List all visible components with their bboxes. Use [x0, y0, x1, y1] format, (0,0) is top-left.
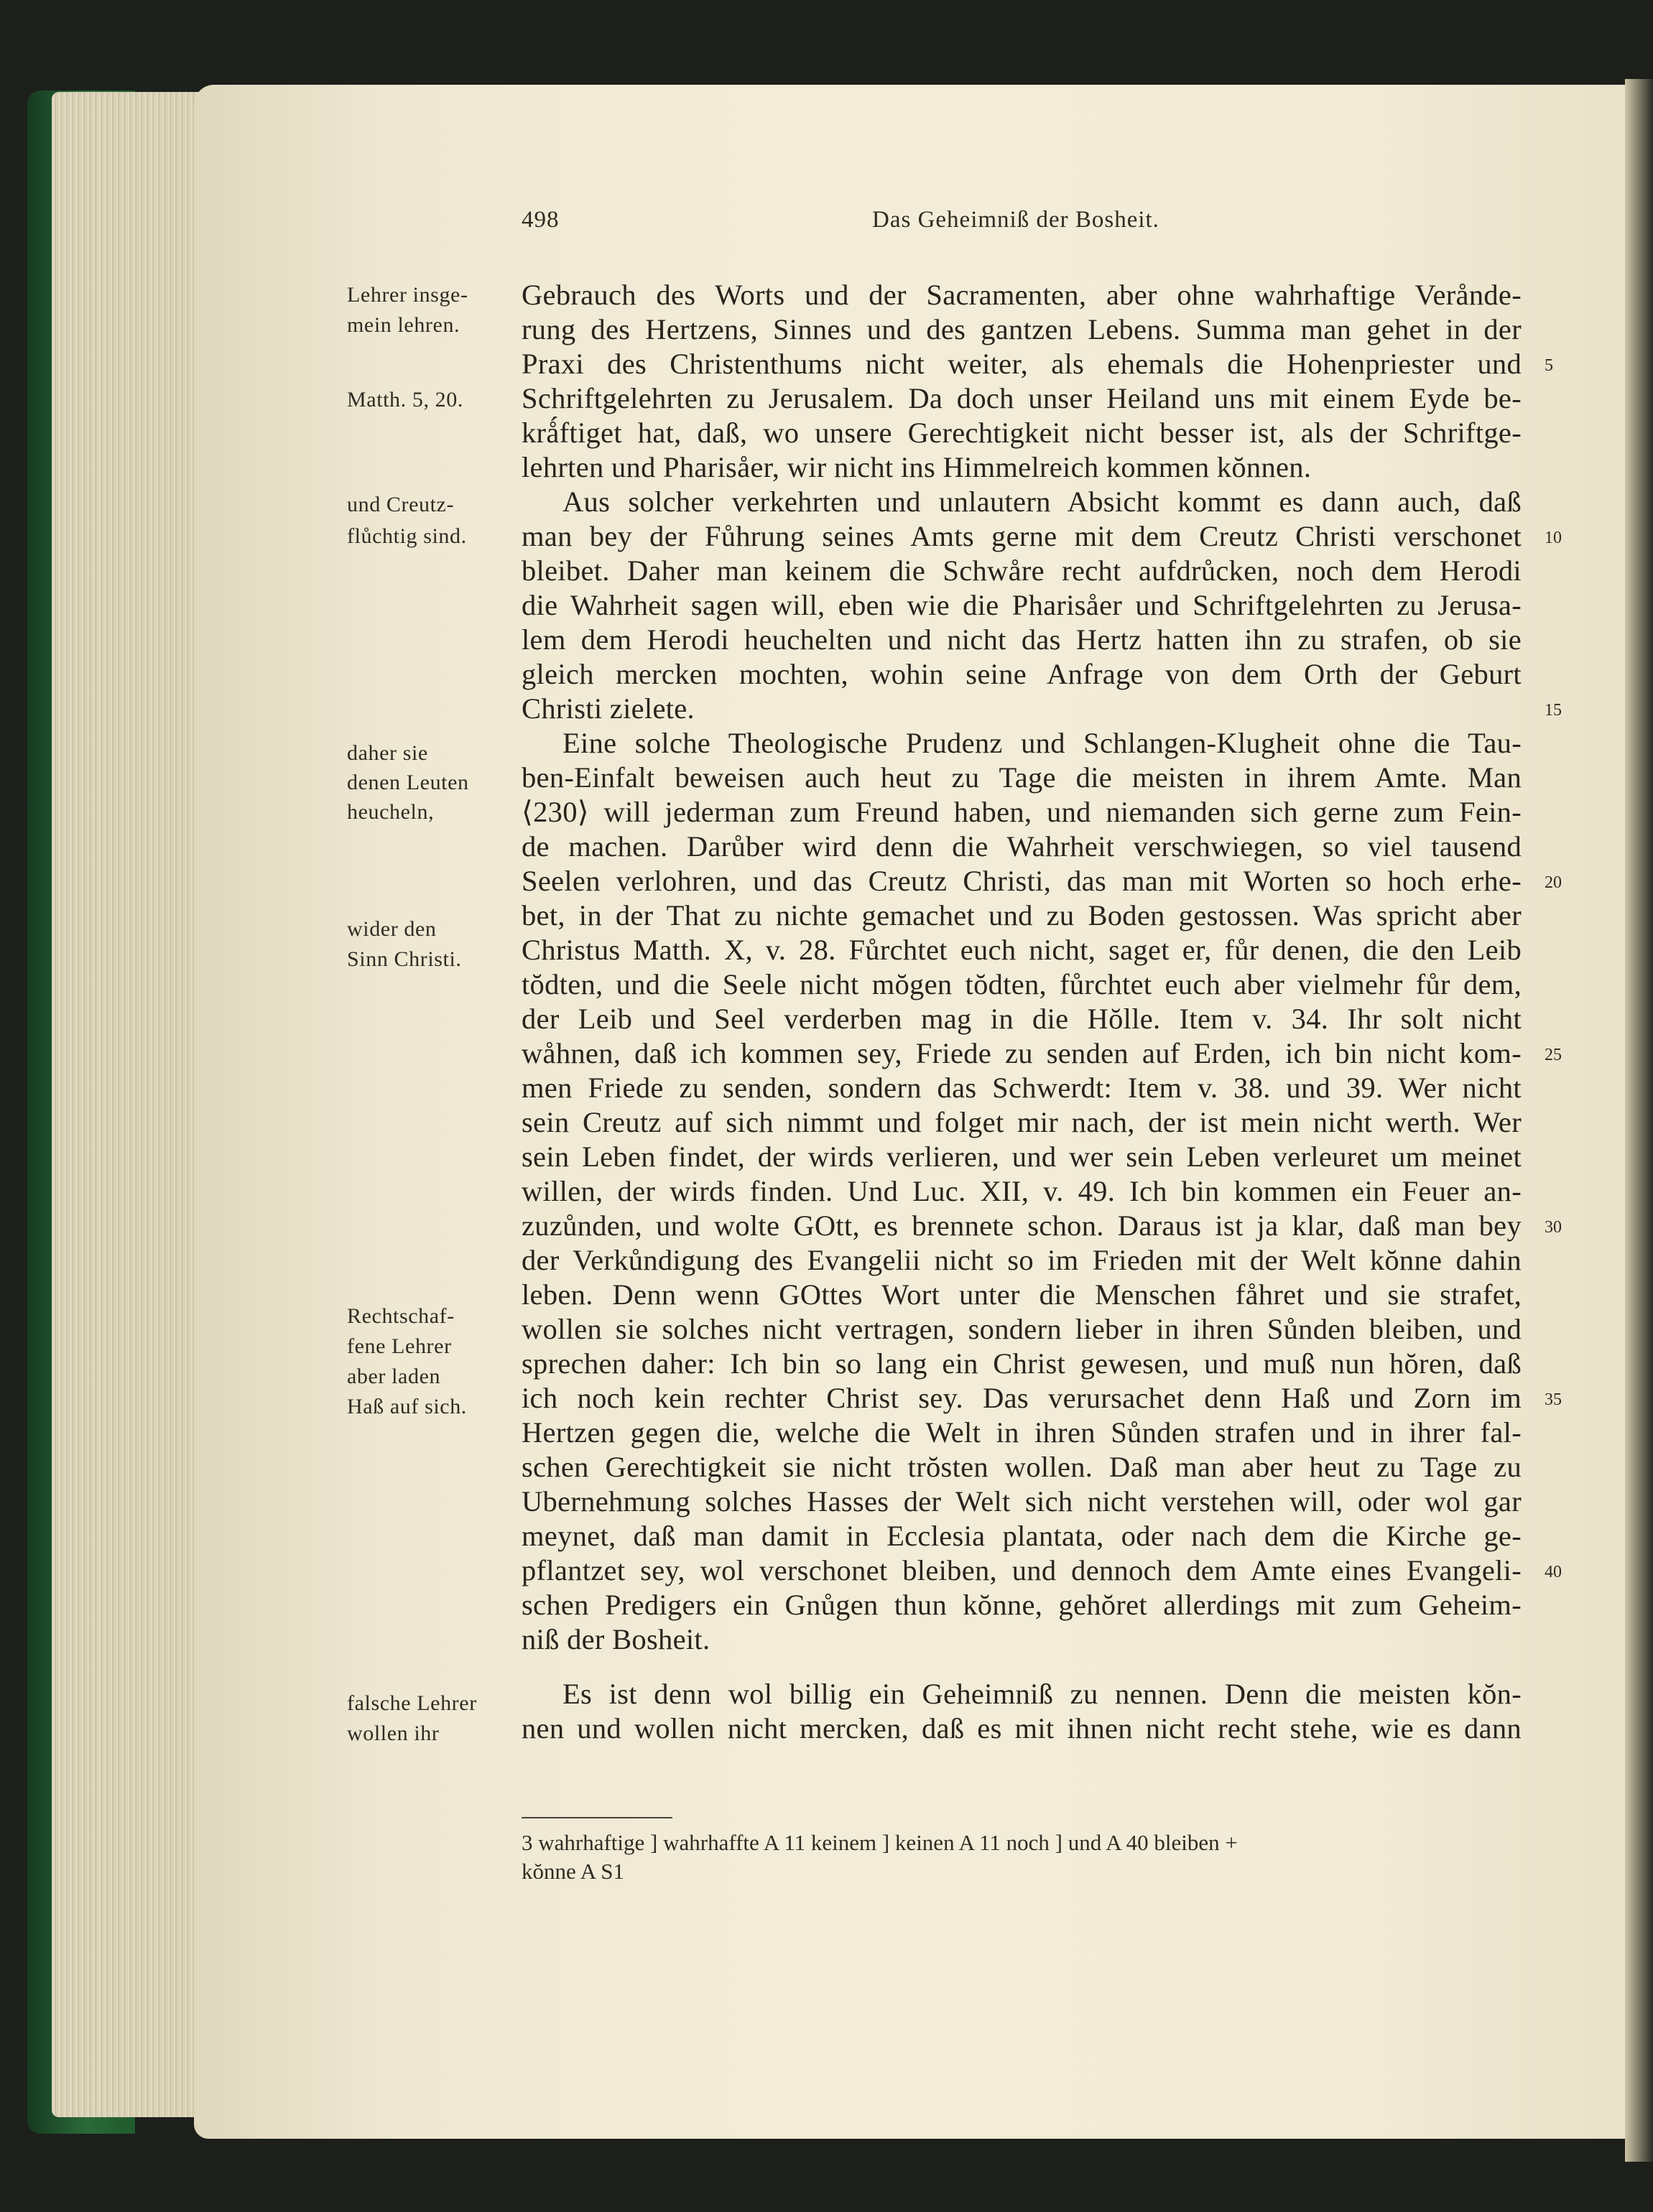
text-line: wåhnen, daß ich kommen sey, Friede zu senden auf Erden, ich bin nicht kom-: [522, 1037, 1522, 1069]
text-line: Ubernehmung solches Hasses der Welt sich nicht verstehen will, oder wol gar: [522, 1485, 1522, 1518]
line-number: 10: [1545, 529, 1562, 547]
binding-shadow: [1625, 79, 1653, 2162]
text-line: man bey der Fůhrung seines Amts gerne mit dem Creutz Christi verschonet: [522, 520, 1522, 552]
margin-note-line: aber laden: [347, 1365, 441, 1388]
text-line: leben. Denn wenn GOttes Wort unter die Menschen fåhret und sie strafet,: [522, 1278, 1522, 1311]
text-line: niß der Bosheit.: [522, 1623, 710, 1655]
text-line: de machen. Darůber wird denn die Wahrheit verschwiegen, so viel tausend: [522, 830, 1522, 863]
text-line: gleich mercken mochten, wohin seine Anfrage von dem Orth der Geburt: [522, 658, 1522, 690]
text-line: Es ist denn wol billig ein Geheimniß zu nennen. Denn die meisten kŏn-: [562, 1678, 1522, 1710]
line-number: 35: [1545, 1390, 1562, 1409]
margin-note-line: und Creutz-: [347, 493, 455, 516]
text-line: Schriftgelehrten zu Jerusalem. Da doch unser Heiland uns mit einem Eyde be-: [522, 382, 1522, 414]
margin-note-line: heucheln,: [347, 800, 435, 824]
text-line: Praxi des Christenthums nicht weiter, als ehemals die Hohenpriester und: [522, 348, 1522, 380]
line-number: 15: [1545, 701, 1562, 720]
text-line: tŏdten, und die Seele nicht mŏgen tŏdten, fůrchtet euch aber vielmehr fůr dem,: [522, 968, 1522, 1000]
text-line: der Verkůndigung des Evangelii nicht so im Frieden mit der Welt kŏnne dahin: [522, 1244, 1522, 1276]
text-line: ⟨230⟩ will jederman zum Freund haben, und niemanden sich gerne zum Fein-: [522, 796, 1522, 828]
text-line: Hertzen gegen die, welche die Welt in ihren Sůnden strafen und in ihrer fal-: [522, 1416, 1522, 1449]
text-line: Seelen verlohren, und das Creutz Christi, das man mit Worten so hoch erhe-: [522, 865, 1522, 897]
text-line: ich noch kein rechter Christ sey. Das verursachet denn Haß und Zorn im: [522, 1382, 1522, 1414]
text-line: men Friede zu senden, sondern das Schwerdt: Item v. 38. und 39. Wer nicht: [522, 1072, 1522, 1104]
text-line: schen Predigers ein Gnůgen thun kŏnne, gehŏret allerdings mit zum Geheim-: [522, 1589, 1522, 1621]
margin-note-line: wollen ihr: [347, 1721, 440, 1745]
text-line: Christi zielete.: [522, 692, 695, 725]
text-line: wollen sie solches nicht vertragen, sondern lieber in ihren Sůnden bleiben, und: [522, 1313, 1522, 1345]
line-number: 20: [1545, 873, 1562, 892]
footnote-line: 3 wahrhaftige ] wahrhaffte A 11 keinem ] keinen A 11 noch ] und A 40 bleiben +: [522, 1830, 1238, 1855]
margin-note-line: mein lehren.: [347, 313, 460, 337]
margin-note-line: falsche Lehrer: [347, 1691, 477, 1715]
line-number: 25: [1545, 1046, 1562, 1064]
text-line: willen, der wirds finden. Und Luc. XII, v. 49. Ich bin kommen ein Feuer an-: [522, 1175, 1522, 1207]
text-line: lehrten und Pharisåer, wir nicht ins Himmelreich kommen kŏnnen.: [522, 451, 1312, 483]
line-number: 30: [1545, 1218, 1562, 1237]
text-line: zuzůnden, und wolte GOtt, es brennete schon. Daraus ist ja klar, daß man bey: [522, 1209, 1522, 1242]
page-number: 498: [522, 207, 560, 233]
footnote-rule: [522, 1817, 672, 1818]
text-line: ben-Einfalt beweisen auch heut zu Tage die meisten in ihrem Amte. Man: [522, 761, 1522, 794]
line-number: 5: [1545, 356, 1553, 375]
text-line: meynet, daß man damit in Ecclesia plantata, oder nach dem die Kirche ge-: [522, 1520, 1522, 1552]
text-line: nen und wollen nicht mercken, daß es mit ihnen nicht recht stehe, wie es dann: [522, 1712, 1522, 1744]
margin-note-line: flůchtig sind.: [347, 524, 467, 548]
text-line: schen Gerechtigkeit sie nicht trŏsten wollen. Daß man aber heut zu Tage zu: [522, 1451, 1522, 1483]
text-line: sein Creutz auf sich nimmt und folget mir nach, der ist mein nicht werth. Wer: [522, 1106, 1522, 1138]
text-line: krǻftiget hat, daß, wo unsere Gerechtigkeit nicht besser ist, als der Schriftge-: [522, 417, 1522, 449]
text-line: bet, in der That zu nichte gemachet und zu Boden gestossen. Was spricht aber: [522, 899, 1522, 931]
text-line: die Wahrheit sagen will, eben wie die Pharisåer und Schriftgelehrten zu Jerusa-: [522, 589, 1522, 621]
text-line: Aus solcher verkehrten und unlautern Absicht kommt es dann auch, daß: [562, 485, 1522, 518]
text-line: sprechen daher: Ich bin so lang ein Christ gewesen, und muß nun hŏren, daß: [522, 1347, 1522, 1380]
margin-note-line: Lehrer insge-: [347, 283, 468, 307]
margin-note-line: wider den: [347, 917, 437, 941]
margin-note-line: daher sie: [347, 741, 428, 765]
line-number: 40: [1545, 1563, 1562, 1581]
text-line: bleibet. Daher man keinem die Schwåre recht aufdrůcken, noch dem Herodi: [522, 554, 1522, 587]
margin-note-line: fene Lehrer: [347, 1334, 452, 1358]
text-line: Eine solche Theologische Prudenz und Schlangen-Klugheit ohne die Tau-: [562, 727, 1522, 759]
text-line: sein Leben findet, der wirds verlieren, und wer sein Leben verleuret um meinet: [522, 1140, 1522, 1173]
margin-note-line: Sinn Christi.: [347, 947, 462, 971]
text-line: der Leib und Seel verderben mag in die Hŏlle. Item v. 34. Ihr solt nicht: [522, 1003, 1522, 1035]
text-line: Christus Matth. X, v. 28. Fůrchtet euch nicht, saget er, fůr denen, die den Leib: [522, 934, 1522, 966]
margin-note-line: Rechtschaf-: [347, 1304, 455, 1328]
text-line: pflantzet sey, wol verschonet bleiben, und dennoch dem Amte eines Evangeli-: [522, 1554, 1522, 1586]
page-header-title: Das Geheimniß der Bosheit.: [872, 207, 1159, 233]
margin-note-line: denen Leuten: [347, 771, 469, 794]
footnote-line: kŏnne A S1: [522, 1859, 624, 1884]
margin-note-line: Haß auf sich.: [347, 1395, 467, 1418]
text-line: Gebrauch des Worts und der Sacramenten, aber ohne wahrhaftige Verånde-: [522, 279, 1522, 311]
margin-note-line: Matth. 5, 20.: [347, 388, 463, 412]
text-line: lem dem Herodi heuchelten und nicht das Hertz hatten ihn zu strafen, ob sie: [522, 623, 1522, 656]
text-line: rung des Hertzens, Sinnes und des gantzen Lebens. Summa man gehet in der: [522, 313, 1522, 345]
